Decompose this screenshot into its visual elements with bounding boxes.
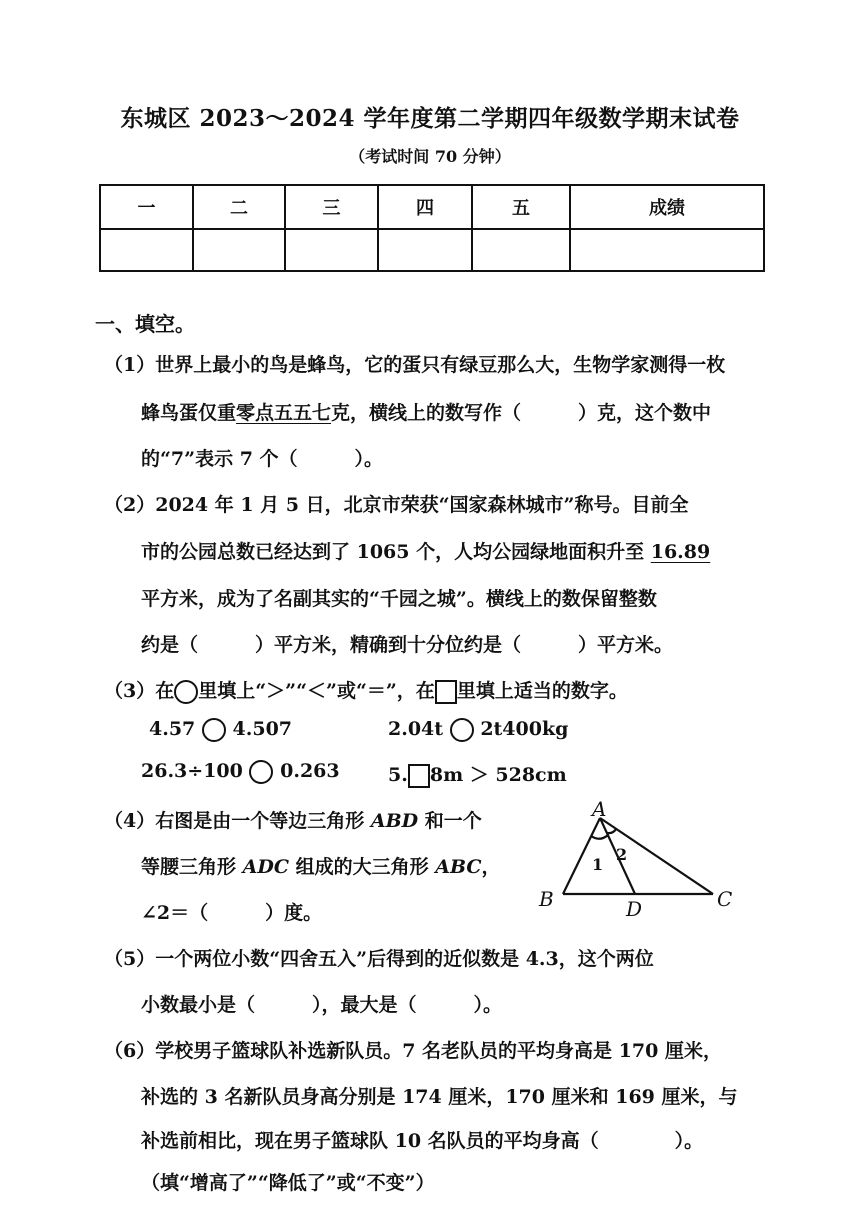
score-cell[interactable] xyxy=(193,229,285,271)
score-table-header-row xyxy=(100,185,764,229)
q4-text: （4）右图是由一个等边三角形 xyxy=(104,810,371,832)
score-cell[interactable] xyxy=(100,229,193,271)
q4-text: 组成的大三角形 xyxy=(288,856,436,878)
q3-expr-4 xyxy=(388,760,567,788)
q2-line-4: 约是（ ）平方米，精确到十分位约是（ ）平方米。 xyxy=(141,634,674,656)
expr-right: 2t400kg xyxy=(480,718,569,740)
q4-line-2 xyxy=(141,852,501,879)
score-table xyxy=(99,184,765,272)
score-header-cell: 一 xyxy=(100,185,193,229)
expr-left: 4.57 xyxy=(149,718,196,740)
label-d: D xyxy=(626,897,643,920)
score-table-blank-row xyxy=(100,229,764,271)
expr-right: 8m ＞ 528cm xyxy=(429,764,567,786)
q4-text: 和一个 xyxy=(418,810,482,832)
score-cell[interactable] xyxy=(570,229,764,271)
score-cell[interactable] xyxy=(472,229,570,271)
q3-expr-2 xyxy=(388,718,568,742)
expr-left: 5. xyxy=(388,764,408,786)
q6-line-3: 补选前相比，现在男子篮球队 10 名队员的平均身高（ ）。 xyxy=(141,1130,704,1152)
expr-right: 4.507 xyxy=(232,718,293,740)
q3-expr-1 xyxy=(149,718,292,742)
score-header-cell: 二 xyxy=(193,185,285,229)
score-cell[interactable] xyxy=(285,229,378,271)
q2-line-1: （2）2024 年 1 月 5 日，北京市荣获“国家森林城市”称号。目前全 xyxy=(104,494,689,516)
q2-line-3: 平方米，成为了名副其实的“千园之城”。横线上的数保留整数 xyxy=(141,588,657,610)
q4-text: 等腰三角形 xyxy=(141,856,243,878)
section-title: 一、填空。 xyxy=(95,312,195,336)
label-angle-2: 2 xyxy=(616,845,628,864)
score-cell[interactable] xyxy=(378,229,472,271)
label-angle-1: 1 xyxy=(592,855,604,874)
q5-line-1: （5）一个两位小数“四舍五入”后得到的近似数是 4.3，这个两位 xyxy=(104,948,654,970)
circle-blank-icon xyxy=(174,680,198,704)
q5-line-2: 小数最小是（ ），最大是（ ）。 xyxy=(141,994,503,1016)
q1-text: 克，横线上的数写作（ ）克，这个数中 xyxy=(331,402,712,424)
q4-triangle-name: ADC xyxy=(242,856,289,878)
q1-text: 蜂鸟蛋仅重 xyxy=(141,402,237,424)
q4-line-3: ∠2＝（ ）度。 xyxy=(141,902,323,924)
label-c: C xyxy=(717,887,733,911)
q6-line-4: （填“增高了”“降低了”或“不变”） xyxy=(141,1172,435,1194)
q3-expr-3 xyxy=(141,760,340,784)
q3-text: （3）在 xyxy=(104,680,175,702)
q2-underlined-number: 16.89 xyxy=(650,541,711,563)
triangle-figure xyxy=(535,800,745,920)
q2-line-2 xyxy=(141,537,710,564)
score-header-cell: 四 xyxy=(378,185,472,229)
q3-text: 里填上“＞”“＜”或“＝”，在 xyxy=(198,680,435,702)
score-header-cell: 成绩 xyxy=(570,185,764,229)
compare-circle[interactable] xyxy=(202,718,226,742)
q4-text: ， xyxy=(481,856,501,878)
q1-line-3: 的“7”表示 7 个（ ）。 xyxy=(141,448,384,470)
q1-underlined-number: 零点五五七 xyxy=(236,402,332,424)
exam-duration: （考试时间 70 分钟） xyxy=(349,147,511,166)
q2-text: 市的公园总数已经达到了 1065 个，人均公园绿地面积升至 xyxy=(141,541,651,563)
q6-line-1: （6）学校男子篮球队补选新队员。7 名老队员的平均身高是 170 厘米， xyxy=(104,1040,722,1062)
q6-line-2: 补选的 3 名新队员身高分别是 174 厘米，170 厘米和 169 厘米，与 xyxy=(141,1086,738,1108)
q1-line-2 xyxy=(141,398,711,425)
q4-triangle-name: ABD xyxy=(370,810,419,832)
q1-line-1: （1）世界上最小的鸟是蜂鸟，它的蛋只有绿豆那么大，生物学家测得一枚 xyxy=(104,354,726,376)
square-blank-icon xyxy=(435,680,457,704)
exam-title: 东城区 2023～2024 学年度第二学期四年级数学期末试卷 xyxy=(120,105,740,132)
label-b: B xyxy=(539,887,554,911)
expr-left: 2.04t xyxy=(388,718,444,740)
expr-left: 26.3÷100 xyxy=(141,760,243,782)
q4-triangle-name: ABC xyxy=(435,856,482,878)
score-header-cell: 五 xyxy=(472,185,570,229)
q4-line-1 xyxy=(104,806,482,833)
compare-circle[interactable] xyxy=(249,760,273,784)
expr-right: 0.263 xyxy=(280,760,340,782)
q3-instruction xyxy=(104,676,628,704)
angle-1-arc xyxy=(591,835,608,839)
label-a: A xyxy=(592,800,607,821)
angle-2-arc xyxy=(607,829,616,833)
digit-box[interactable] xyxy=(408,764,430,788)
compare-circle[interactable] xyxy=(450,718,474,742)
score-header-cell: 三 xyxy=(285,185,378,229)
q3-text: 里填上适当的数字。 xyxy=(456,680,628,702)
